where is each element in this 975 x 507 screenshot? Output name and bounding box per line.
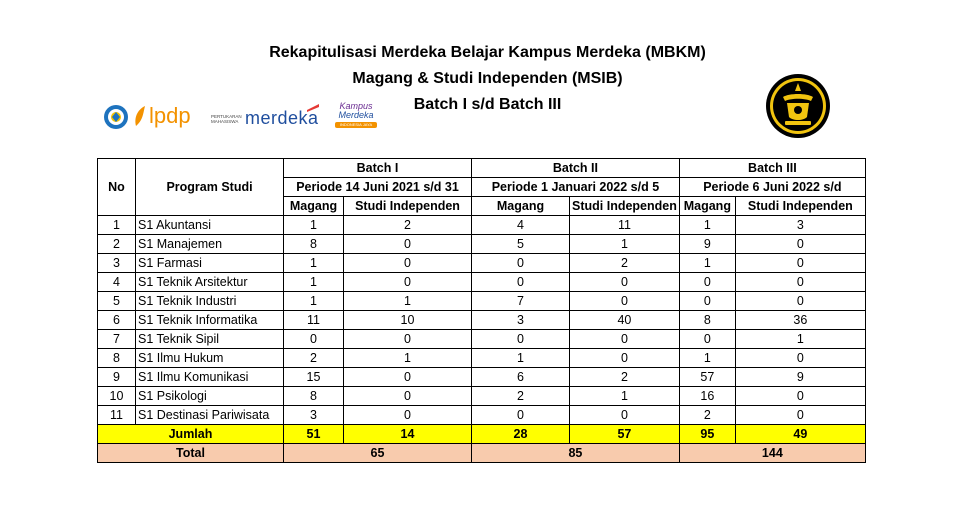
row-b3-magang: 8: [679, 311, 735, 330]
row-b1-magang: 8: [284, 387, 344, 406]
row-b1-magang: 1: [284, 273, 344, 292]
row-b2-studi: 0: [570, 349, 680, 368]
row-b3-studi: 36: [735, 311, 865, 330]
row-b2-magang: 0: [472, 254, 570, 273]
kampus-merdeka-logo: [335, 102, 377, 128]
row-program-studi: S1 Teknik Informatika: [136, 311, 284, 330]
header-magang: Magang: [679, 197, 735, 216]
row-program-studi: S1 Ilmu Hukum: [136, 349, 284, 368]
row-program-studi: S1 Akuntansi: [136, 216, 284, 235]
header-program-studi: Program Studi: [136, 159, 284, 216]
jumlah-label: Jumlah: [98, 425, 284, 444]
row-b1-studi: 0: [344, 387, 472, 406]
lpdp-wordmark: lpdp: [149, 103, 191, 128]
pertukaran-small-text: PERTUKARAN MAHASISWA: [211, 113, 242, 124]
row-no: 10: [98, 387, 136, 406]
row-b2-studi: 1: [570, 387, 680, 406]
table-row: [98, 406, 866, 425]
row-b2-studi: 0: [570, 273, 680, 292]
header-batch-3: Batch III: [679, 159, 865, 178]
row-b1-magang: 2: [284, 349, 344, 368]
row-b2-studi: 1: [570, 235, 680, 254]
row-b3-studi: 3: [735, 216, 865, 235]
header-periode-1: Periode 14 Juni 2021 s/d 31: [284, 178, 472, 197]
header-no: No: [98, 159, 136, 216]
row-b1-studi: 1: [344, 292, 472, 311]
row-b2-magang: 3: [472, 311, 570, 330]
header-periode-3: Periode 6 Juni 2022 s/d: [679, 178, 865, 197]
row-b1-magang: 1: [284, 292, 344, 311]
row-b2-magang: 0: [472, 406, 570, 425]
total-label: Total: [98, 444, 284, 463]
jumlah-b2-studi: 57: [570, 425, 680, 444]
row-b2-magang: 5: [472, 235, 570, 254]
table-row: [98, 349, 866, 368]
jumlah-row: [98, 425, 866, 444]
row-program-studi: S1 Teknik Sipil: [136, 330, 284, 349]
row-b3-studi: 0: [735, 349, 865, 368]
row-no: 2: [98, 235, 136, 254]
jumlah-b3-studi: 49: [735, 425, 865, 444]
row-b3-magang: 0: [679, 330, 735, 349]
row-b1-studi: 0: [344, 406, 472, 425]
row-b1-studi: 0: [344, 330, 472, 349]
row-b1-studi: 0: [344, 368, 472, 387]
row-b2-studi: 2: [570, 254, 680, 273]
row-b1-magang: 1: [284, 254, 344, 273]
header-studi-independen: Studi Independen: [735, 197, 865, 216]
row-no: 9: [98, 368, 136, 387]
row-no: 1: [98, 216, 136, 235]
kampus-tag: INDONESIA JAYA: [335, 122, 377, 128]
row-program-studi: S1 Ilmu Komunikasi: [136, 368, 284, 387]
row-b2-magang: 4: [472, 216, 570, 235]
header-periode-2: Periode 1 Januari 2022 s/d 5: [472, 178, 680, 197]
row-b1-magang: 8: [284, 235, 344, 254]
table-row: [98, 273, 866, 292]
row-b1-studi: 10: [344, 311, 472, 330]
row-b3-studi: 0: [735, 406, 865, 425]
row-b2-magang: 1: [472, 349, 570, 368]
table-row: [98, 292, 866, 311]
header-studi-independen: Studi Independen: [344, 197, 472, 216]
row-no: 8: [98, 349, 136, 368]
row-b3-studi: 1: [735, 330, 865, 349]
jumlah-b1-studi: 14: [344, 425, 472, 444]
table-row: [98, 330, 866, 349]
partner-logos: [103, 100, 403, 134]
row-b3-studi: 0: [735, 273, 865, 292]
title-line-2: Magang & Studi Independen (MSIB): [352, 70, 623, 87]
table-row: [98, 387, 866, 406]
table-body: [98, 216, 866, 463]
row-b2-studi: 11: [570, 216, 680, 235]
row-b3-magang: 0: [679, 273, 735, 292]
jumlah-b3-magang: 95: [679, 425, 735, 444]
row-no: 6: [98, 311, 136, 330]
header-batch-2: Batch II: [472, 159, 680, 178]
row-no: 7: [98, 330, 136, 349]
row-b2-studi: 0: [570, 406, 680, 425]
table-row: [98, 311, 866, 330]
row-b1-studi: 1: [344, 349, 472, 368]
header-studi-independen: Studi Independen: [570, 197, 680, 216]
row-b3-studi: 9: [735, 368, 865, 387]
row-b3-magang: 1: [679, 254, 735, 273]
table-row: [98, 216, 866, 235]
table-row: [98, 254, 866, 273]
row-b2-studi: 2: [570, 368, 680, 387]
row-b3-studi: 0: [735, 235, 865, 254]
row-program-studi: S1 Teknik Arsitektur: [136, 273, 284, 292]
row-b1-magang: 11: [284, 311, 344, 330]
total-row: [98, 444, 866, 463]
total-batch-1: 65: [284, 444, 472, 463]
row-no: 11: [98, 406, 136, 425]
header-magang: Magang: [284, 197, 344, 216]
kampus-merdeka-text: Merdeka: [338, 110, 374, 120]
mbkm-recap-table: [97, 158, 866, 463]
row-b2-magang: 0: [472, 330, 570, 349]
pertukaran-merdeka-logo: [211, 108, 321, 129]
kemdikbud-logo-icon: [103, 104, 129, 130]
row-b1-studi: 0: [344, 254, 472, 273]
lpdp-leaf-icon: [133, 104, 149, 128]
row-b3-magang: 1: [679, 349, 735, 368]
total-batch-3: 144: [679, 444, 865, 463]
total-batch-2: 85: [472, 444, 680, 463]
row-b3-studi: 0: [735, 292, 865, 311]
row-no: 3: [98, 254, 136, 273]
row-b2-magang: 6: [472, 368, 570, 387]
row-b2-magang: 2: [472, 387, 570, 406]
row-program-studi: S1 Psikologi: [136, 387, 284, 406]
row-b1-studi: 0: [344, 273, 472, 292]
table-row: [98, 235, 866, 254]
row-b2-studi: 40: [570, 311, 680, 330]
row-b1-magang: 3: [284, 406, 344, 425]
row-program-studi: S1 Destinasi Pariwisata: [136, 406, 284, 425]
row-b3-studi: 0: [735, 254, 865, 273]
merdeka-wordmark: merdeka: [245, 108, 319, 128]
title-line-3: Batch I s/d Batch III: [413, 96, 562, 113]
university-seal-icon: [765, 73, 831, 139]
row-b3-magang: 57: [679, 368, 735, 387]
table-row: [98, 368, 866, 387]
row-b2-magang: 0: [472, 273, 570, 292]
row-no: 4: [98, 273, 136, 292]
jumlah-b1-magang: 51: [284, 425, 344, 444]
header-magang: Magang: [472, 197, 570, 216]
row-b3-magang: 0: [679, 292, 735, 311]
jumlah-b2-magang: 28: [472, 425, 570, 444]
row-b3-magang: 9: [679, 235, 735, 254]
title-line-1: Rekapitulisasi Merdeka Belajar Kampus Merdeka (MBKM): [269, 44, 706, 61]
row-b3-magang: 2: [679, 406, 735, 425]
row-b3-magang: 1: [679, 216, 735, 235]
row-program-studi: S1 Teknik Industri: [136, 292, 284, 311]
row-no: 5: [98, 292, 136, 311]
row-b1-magang: 0: [284, 330, 344, 349]
row-b1-studi: 0: [344, 235, 472, 254]
row-b2-studi: 0: [570, 292, 680, 311]
row-b3-magang: 16: [679, 387, 735, 406]
row-program-studi: S1 Manajemen: [136, 235, 284, 254]
row-b1-magang: 1: [284, 216, 344, 235]
row-b2-magang: 7: [472, 292, 570, 311]
kampus-text: Kampus: [339, 101, 373, 111]
row-b1-studi: 2: [344, 216, 472, 235]
header-batch-1: Batch I: [284, 159, 472, 178]
row-program-studi: S1 Farmasi: [136, 254, 284, 273]
merdeka-accent-icon: [307, 104, 319, 112]
lpdp-logo: [133, 104, 191, 128]
row-b1-magang: 15: [284, 368, 344, 387]
row-b2-studi: 0: [570, 330, 680, 349]
row-b3-studi: 0: [735, 387, 865, 406]
